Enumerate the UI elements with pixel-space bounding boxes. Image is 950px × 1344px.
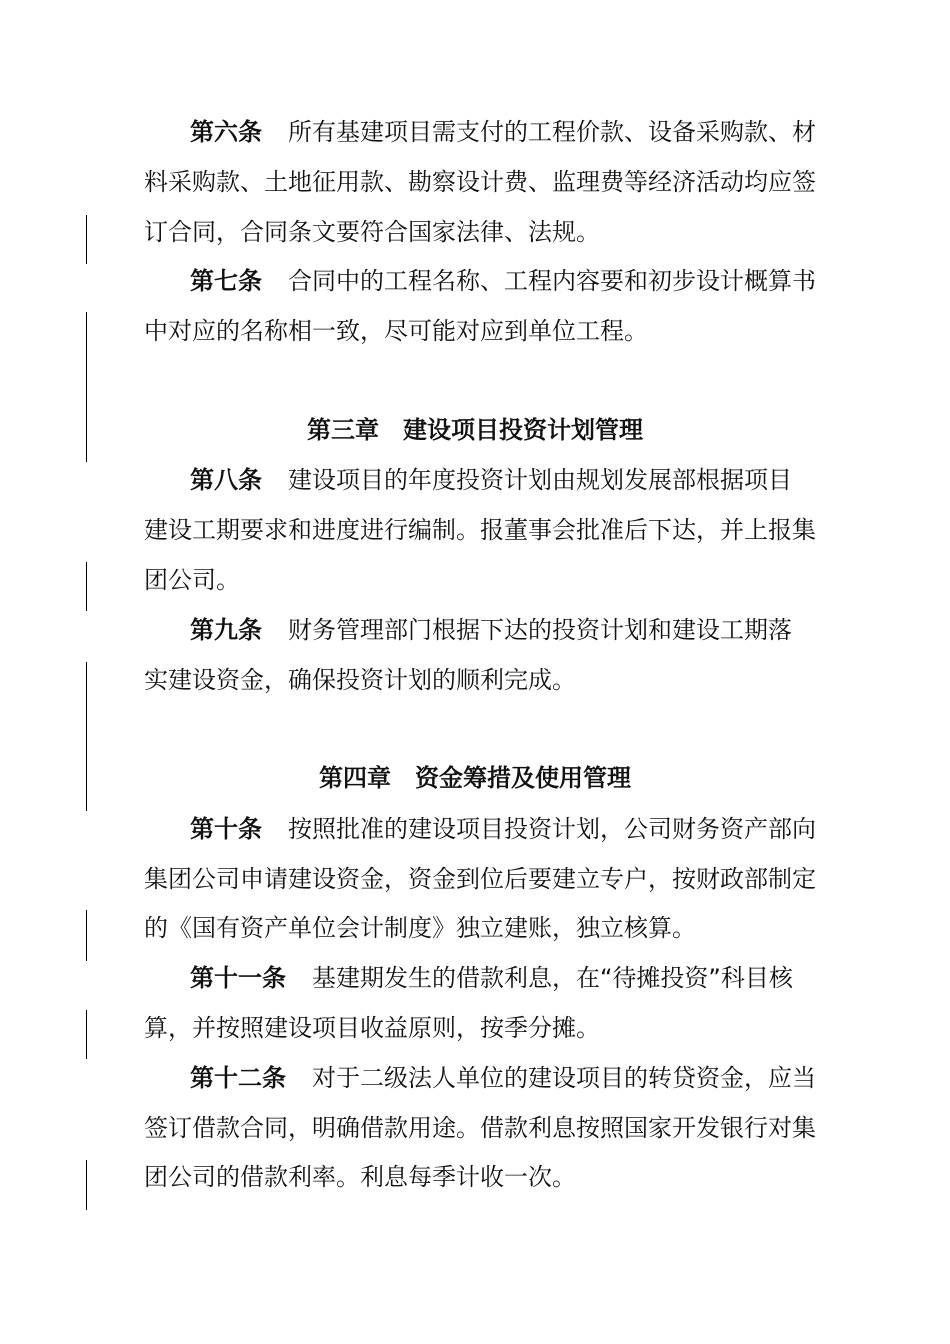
article-7-text: 合同中的工程名称、工程内容要和初步设计概算书 [288, 267, 816, 295]
article-11-text: 基建期发生的借款利息，在“待摊投资”科目核 [312, 964, 793, 992]
article-7-number: 第七条 [190, 267, 262, 295]
article-8-number: 第八条 [190, 466, 262, 494]
article-10-line-2: 集团公司申请建设资金，资金到位后要建立专户，按财政部制定 [144, 865, 816, 893]
margin-bar [86, 562, 87, 611]
article-9-number: 第九条 [190, 616, 262, 644]
article-11-number: 第十一条 [190, 964, 286, 992]
article-6-number: 第六条 [190, 118, 262, 146]
article-12-line-3: 团公司的借款利率。利息每季计收一次。 [144, 1163, 576, 1191]
chapter-3-heading [0, 415, 950, 445]
article-7-line-1 [190, 266, 816, 296]
margin-bar [86, 1160, 87, 1210]
article-8-line-3: 团公司。 [144, 566, 240, 594]
chapter-4-number: 第四章 [319, 764, 391, 792]
chapter-4-heading [0, 763, 950, 793]
article-12-line-1 [190, 1063, 816, 1093]
article-9-line-2: 实建设资金，确保投资计划的顺利完成。 [144, 666, 576, 694]
article-6-line-1 [190, 117, 816, 147]
article-11-line-2: 算，并按照建设项目收益原则，按季分摊。 [144, 1014, 600, 1042]
article-6-line-2: 料采购款、土地征用款、勘察设计费、监理费等经济活动均应签 [144, 168, 816, 196]
article-9-text: 财务管理部门根据下达的投资计划和建设工期落 [288, 616, 792, 644]
chapter-3-title: 建设项目投资计划管理 [403, 416, 643, 444]
article-10-line-3: 的《国有资产单位会计制度》独立建账，独立核算。 [144, 914, 696, 942]
chapter-4-title: 资金筹措及使用管理 [415, 764, 631, 792]
margin-bar [86, 910, 87, 961]
article-8-line-2: 建设工期要求和进度进行编制。报董事会批准后下达，并上报集 [144, 516, 816, 544]
article-8-text: 建设项目的年度投资计划由规划发展部根据项目 [288, 466, 792, 494]
article-12-text: 对于二级法人单位的建设项目的转贷资金，应当 [312, 1064, 816, 1092]
article-12-number: 第十二条 [190, 1064, 286, 1092]
chapter-3-number: 第三章 [307, 416, 379, 444]
article-10-line-1 [190, 814, 816, 844]
article-11-line-1 [190, 963, 806, 993]
article-9-line-1 [190, 615, 806, 645]
article-10-number: 第十条 [190, 815, 262, 843]
margin-bar [86, 215, 87, 264]
margin-bar [86, 1010, 87, 1059]
article-8-line-1 [190, 465, 806, 495]
article-12-line-2: 签订借款合同，明确借款用途。借款利息按照国家开发银行对集 [144, 1114, 816, 1142]
article-6-line-3: 订合同，合同条文要符合国家法律、法规。 [144, 218, 600, 246]
article-7-line-2: 中对应的名称相一致，尽可能对应到单位工程。 [144, 317, 648, 345]
article-6-text: 所有基建项目需支付的工程价款、设备采购款、材 [288, 118, 816, 146]
article-10-text: 按照批准的建设项目投资计划，公司财务资产部向 [288, 815, 816, 843]
